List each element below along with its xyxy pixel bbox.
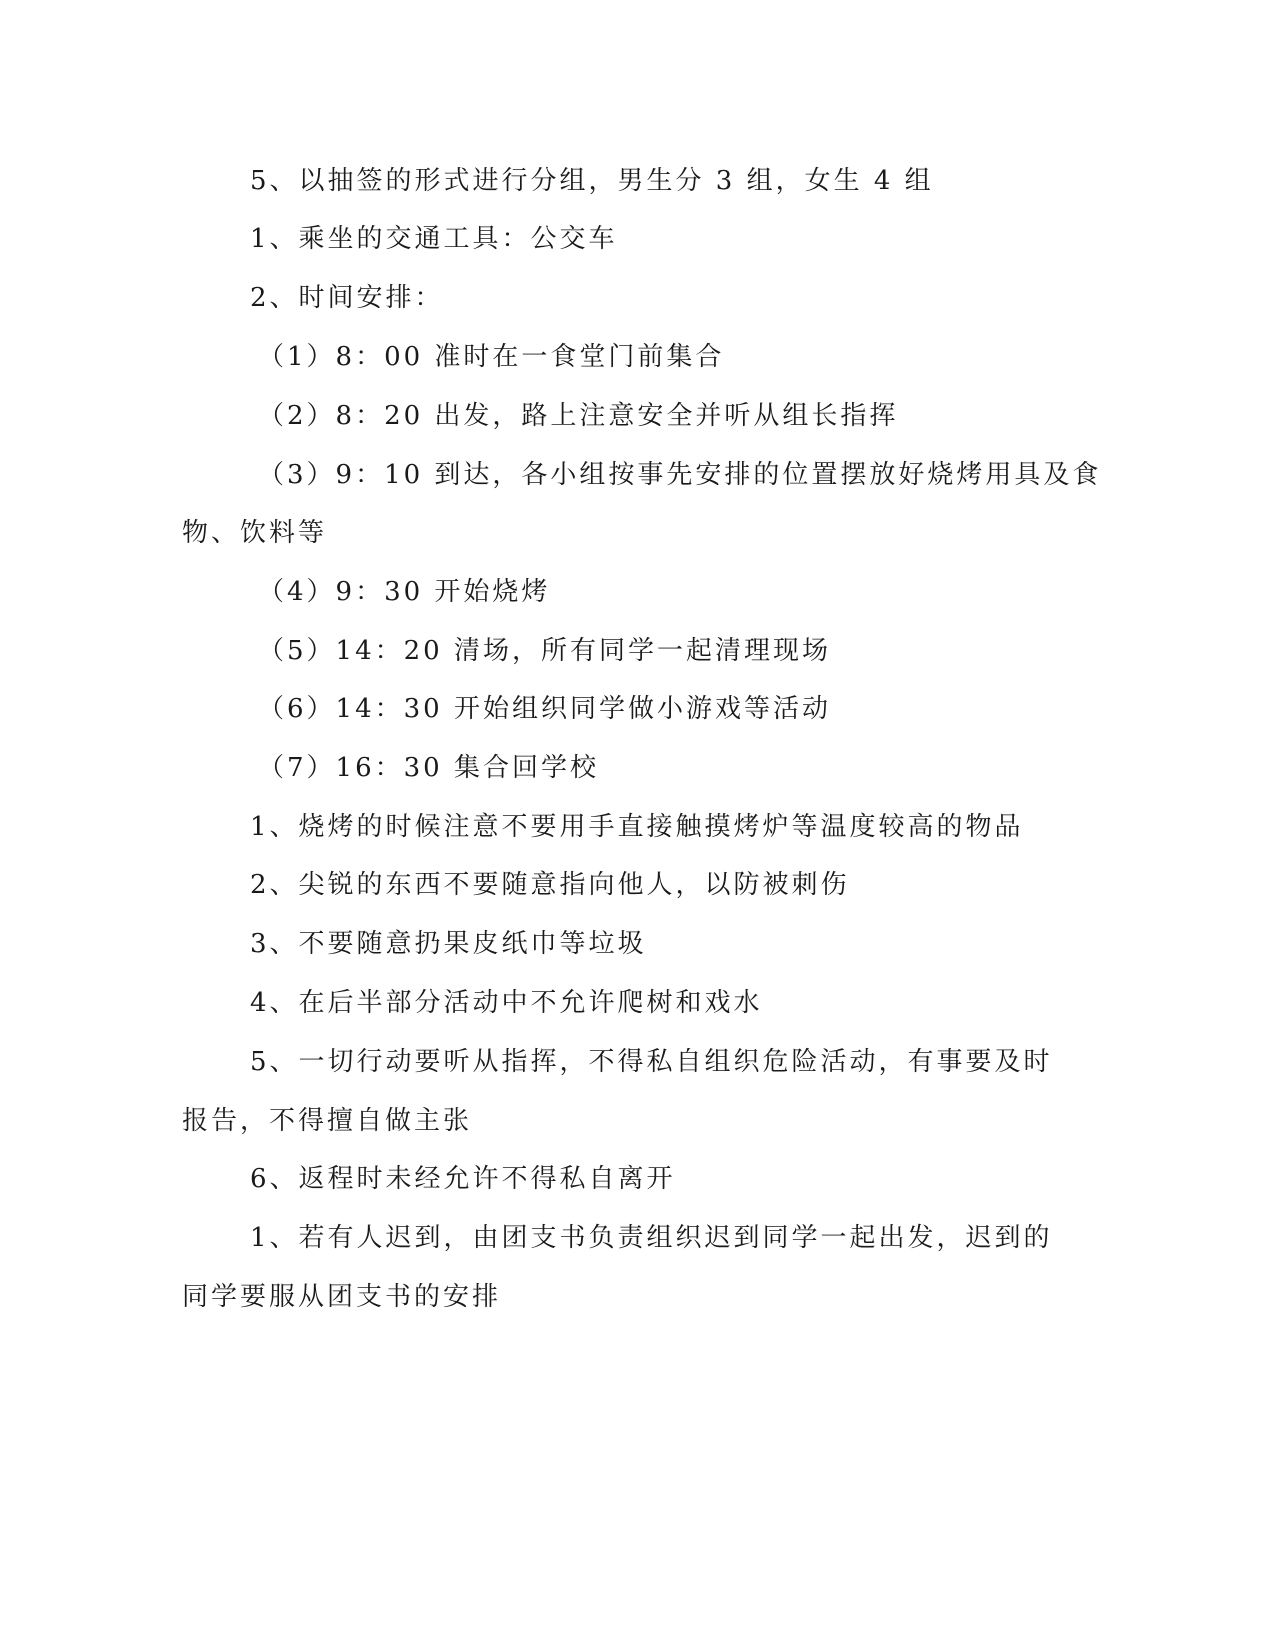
line-schedule-7: （7）16：30 集合回学校 [258, 753, 599, 783]
line-transport: 1、乘坐的交通工具：公交车 [250, 224, 618, 254]
line-schedule-3-cont: 物、饮料等 [182, 518, 328, 548]
line-contingency-1-cont: 同学要服从团支书的安排 [182, 1282, 502, 1312]
line-safety-4: 4、在后半部分活动中不允许爬树和戏水 [250, 988, 763, 1018]
line-safety-1: 1、烧烤的时候注意不要用手直接触摸烤炉等温度较高的物品 [250, 812, 1024, 842]
line-schedule-6: （6）14：30 开始组织同学做小游戏等活动 [258, 694, 831, 724]
line-safety-6: 6、返程时未经允许不得私自离开 [250, 1164, 676, 1194]
line-schedule-5: （5）14：20 清场，所有同学一起清理现场 [258, 636, 831, 666]
line-schedule-heading: 2、时间安排： [250, 283, 444, 313]
line-safety-5-cont: 报告，不得擅自做主张 [182, 1106, 473, 1136]
line-safety-2: 2、尖锐的东西不要随意指向他人，以防被刺伤 [250, 870, 850, 900]
line-safety-5: 5、一切行动要听从指挥，不得私自组织危险活动，有事要及时 [250, 1047, 1053, 1077]
line-schedule-3: （3）9：10 到达，各小组按事先安排的位置摆放好烧烤用具及食 [258, 460, 1102, 490]
line-safety-3: 3、不要随意扔果皮纸巾等垃圾 [250, 929, 647, 959]
line-schedule-4: （4）9：30 开始烧烤 [258, 577, 551, 607]
line-schedule-2: （2）8：20 出发，路上注意安全并听从组长指挥 [258, 401, 899, 431]
line-schedule-1: （1）8：00 准时在一食堂门前集合 [258, 342, 725, 372]
line-contingency-1: 1、若有人迟到，由团支书负责组织迟到同学一起出发，迟到的 [250, 1223, 1053, 1253]
line-grouping: 5、以抽签的形式进行分组，男生分 3 组，女生 4 组 [250, 166, 934, 196]
